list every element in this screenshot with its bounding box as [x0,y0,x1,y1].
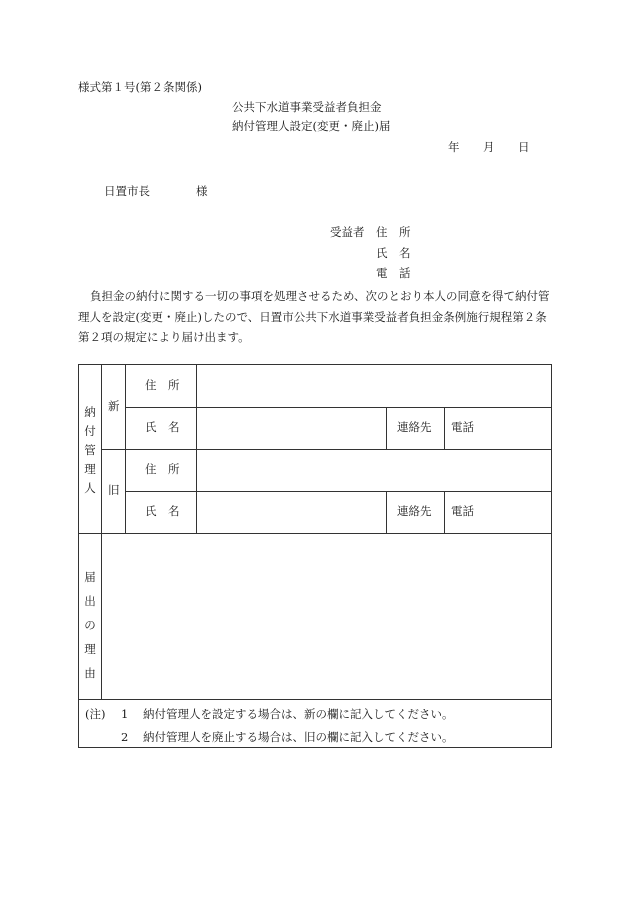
new-address-label: 住 所 [145,378,180,392]
table-hline-3 [125,491,552,492]
table-hline-2 [101,449,552,450]
table-vline-contact-old-right [444,491,445,533]
date-month-label: 月 [483,140,495,154]
form-title-line1: 公共下水道事業受益者負担金 [232,100,382,114]
table-vline-contact-old-left [386,491,387,533]
reason-label: 届出の理由 [84,570,96,680]
applicant-role: 受益者 [330,225,365,239]
table-vline-reason [101,533,102,699]
note-1-text: 納付管理人を設定する場合は、新の欄に記入してください。 [143,707,454,721]
old-phone-label: 電話 [451,504,474,518]
form-number: 様式第１号(第２条関係) [78,80,202,94]
old-contact-label: 連絡先 [397,504,432,518]
new-contact-label: 連絡先 [397,420,432,434]
old-name-label: 氏 名 [145,504,180,518]
section-label-manager: 納付管理人 [84,405,96,495]
body-paragraph [78,286,558,348]
applicant-address-label: 住 所 [376,225,411,239]
table-hline-4 [79,533,552,534]
old-label: 旧 [108,483,120,497]
table-vline-contact-new-right [444,407,445,449]
notes-label: (注) [85,707,106,721]
new-name-label: 氏 名 [145,420,180,434]
addressee-honorific: 様 [196,184,208,198]
new-label: 新 [108,399,120,413]
old-address-label: 住 所 [145,462,180,476]
date-year-label: 年 [448,140,460,154]
body-text: 負担金の納付に関する一切の事項を処理させるため、次のとおり本人の同意を得て納付管理人を設定(変更・廃止)したので、日置市公共下水道事業受益者負担金条例施行規程第２条第２項の規定により届け出ます。 [78,289,550,344]
applicant-name-label: 氏 名 [376,246,411,260]
table-vline-contact-new-left [386,407,387,449]
applicant-phone-label: 電 話 [376,266,411,280]
note-2-text: 納付管理人を廃止する場合は、旧の欄に記入してください。 [143,730,454,744]
manager-table [78,364,552,748]
table-hline-5 [79,699,552,700]
date-day-label: 日 [518,140,530,154]
addressee-name: 日置市長 [104,184,150,198]
form-title-line2: 納付管理人設定(変更・廃止)届 [232,119,391,133]
new-phone-label: 電話 [451,420,474,434]
note-1-number: 1 [121,707,129,721]
note-2-number: 2 [121,730,129,744]
table-hline-1 [125,407,552,408]
